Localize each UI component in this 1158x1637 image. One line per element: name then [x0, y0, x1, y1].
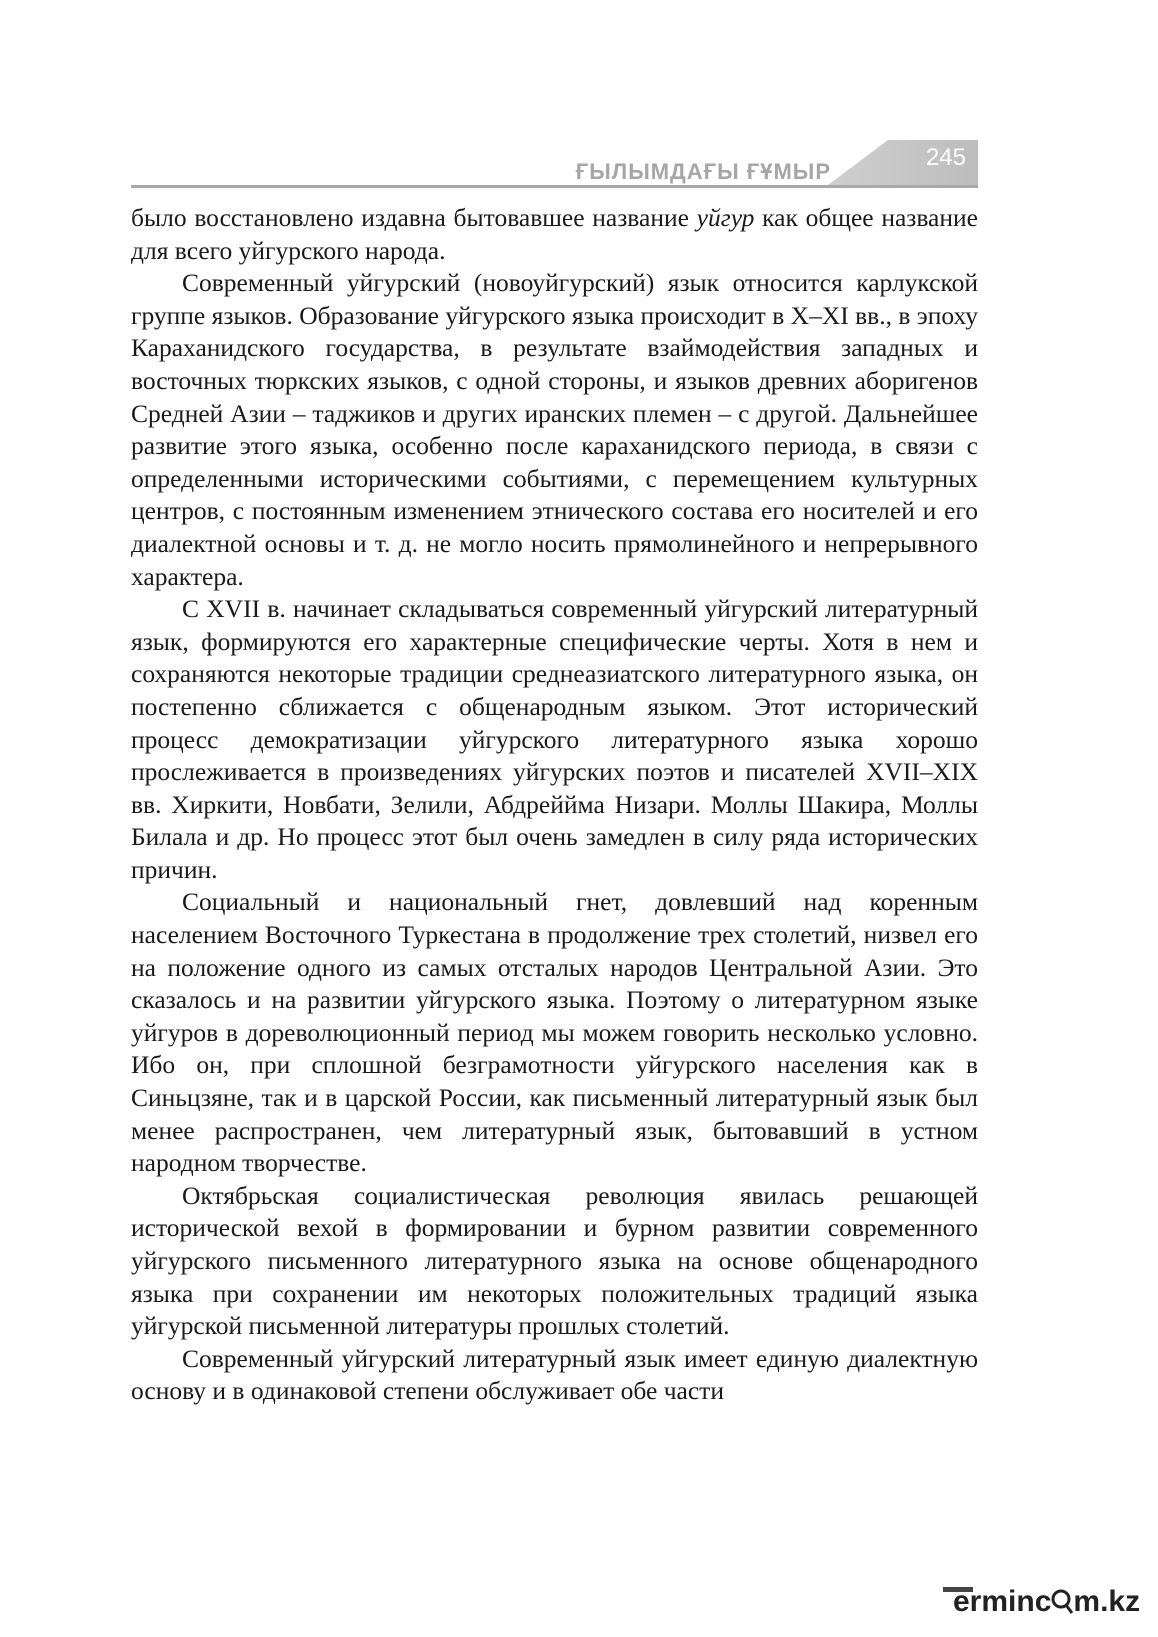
paragraph-1-before: было восстановлено издавна бытовавшее название — [131, 203, 697, 232]
paragraph-1-after: как общее название для всего уйгурского народа. — [131, 203, 978, 265]
watermark-logo — [945, 1585, 1145, 1625]
paragraph-5: Октябрьская социалистическая революция явилась решающей исторической вехой в формировании и бурном развитии современного уйгурского письменного литературного языка на основе общенародного языка при сохранении им некоторых положительных традиций языка уйгурской письменной литературы прошлых столетий. — [131, 1180, 978, 1341]
paragraph-1 — [131, 202, 978, 267]
paragraph-3: С XVII в. начинает складываться современный уйгурский литературный язык, формируются его характерные специфические черты. Хотя в нем и сохраняются некоторые традиции среднеазиатского литературного языка, он постепенно сближается с общенародным языком. Этот исторический процесс демократизации уйгурского литературного языка хорошо прослеживается в произведениях уйгурских поэтов и писателей XVII–XIX вв. Хиркити, Новбати, Зелили, Абдреййма Низари. Моллы Шакира, Моллы Билала и др. Но процесс этот был очень замедлен в силу ряда исторических причин. — [131, 594, 978, 884]
watermark-text: erminc m.kz — [953, 1585, 1141, 1618]
paragraph-2: Современный уйгурский (новоуйгурский) язык относится карлукской группе языков. Образование уйгурского языка происходит в X–XI вв., в эпоху Караханидского государства, в результате взаймодействия западных и восточных тюркских языков, с одной стороны, и языков древних аборигенов Средней Азии – таджиков и других иранских племен – с другой. Дальнейшее развитие этого языка, особенно после караханидского периода, в связи с определенными историческими событиями, с перемещением культурных центров, с постоянным изменением этнического состава его носителей и его диалектной основы и т. д. не могло носить прямолинейного и непрерывного характера. — [131, 268, 978, 591]
running-header — [131, 140, 978, 188]
paragraph-4: Социальный и национальный гнет, довлевший над коренным населением Восточного Туркестана в продолжение трех столетий, низвел его на положение одного из самых отсталых народов Центральной Азии. Это сказалось и на развитии уйгурского языка. Поэтому о литературном языке уйгуров в дореволюционный период мы можем говорить несколько условно. Ибо он, при сплошной безграмотности уйгурского населения как в Синьцзяне, так и в царской России, как письменный литературный язык был менее распространен, чем литературный язык, бытовавший в устном народном творчестве. — [131, 887, 978, 1178]
body-text — [131, 202, 978, 1408]
italic-term: уйгур — [696, 203, 755, 232]
magnifier-icon — [1051, 1587, 1073, 1615]
paragraph-6: Современный уйгурский литературный язык имеет единую диалектную основу и в одинаковой степени обслуживает обе части — [131, 1343, 978, 1406]
header-rule — [131, 185, 978, 188]
running-title: ҒЫЛЫМДАҒЫ ҒҰМЫР — [575, 159, 831, 184]
page-number: 245 — [925, 144, 966, 171]
